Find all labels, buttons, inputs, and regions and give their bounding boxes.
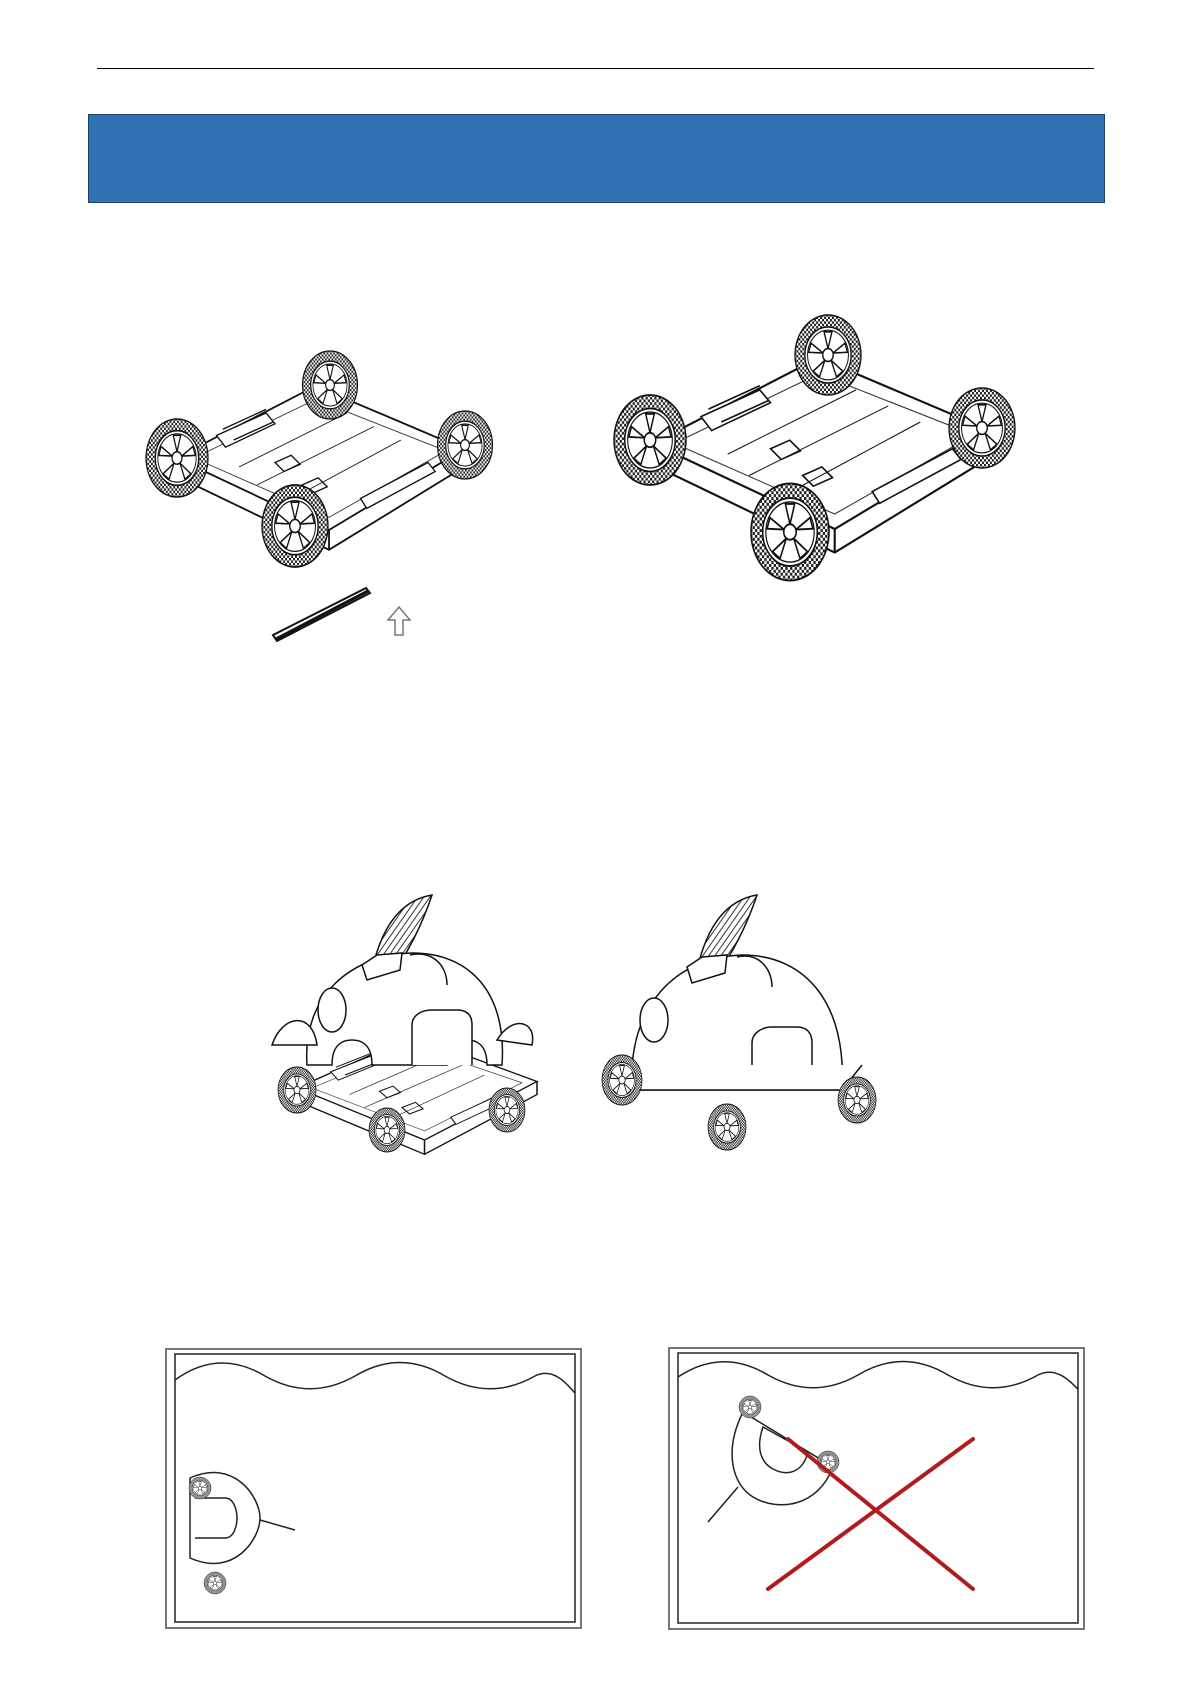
wheel-icon (949, 388, 1015, 468)
figure-chassis-assembled (600, 300, 1050, 630)
wheel-icon (189, 1477, 211, 1499)
brush-icon (273, 588, 370, 641)
wheel-icon (146, 419, 208, 497)
wheel-icon (795, 315, 861, 395)
wheel-icon (262, 485, 328, 567)
wheel-icon (278, 1067, 316, 1113)
cover-icon (272, 953, 533, 1065)
figure-cover-assembled (592, 895, 922, 1190)
wheel-icon (438, 411, 493, 479)
wheel-icon (303, 351, 358, 419)
header-rule (97, 68, 1094, 69)
robot-body-icon (612, 955, 862, 1090)
wheel-icon (602, 1055, 642, 1105)
wheel-icon (708, 1104, 746, 1150)
wheel-icon (838, 1077, 876, 1123)
wheel-icon (739, 1396, 761, 1418)
wheel-icon (751, 484, 829, 581)
figure-chassis-brush-removed (140, 330, 520, 680)
figure-cover-lifting (272, 895, 562, 1180)
figure-pool-incorrect (668, 1347, 1088, 1632)
wheel-icon (614, 395, 686, 485)
wheel-icon (204, 1572, 226, 1594)
wheel-icon (369, 1108, 405, 1152)
section-banner (88, 114, 1105, 203)
up-arrow-icon (388, 607, 410, 635)
wheel-icon (489, 1088, 525, 1132)
figure-pool-correct (165, 1348, 585, 1631)
